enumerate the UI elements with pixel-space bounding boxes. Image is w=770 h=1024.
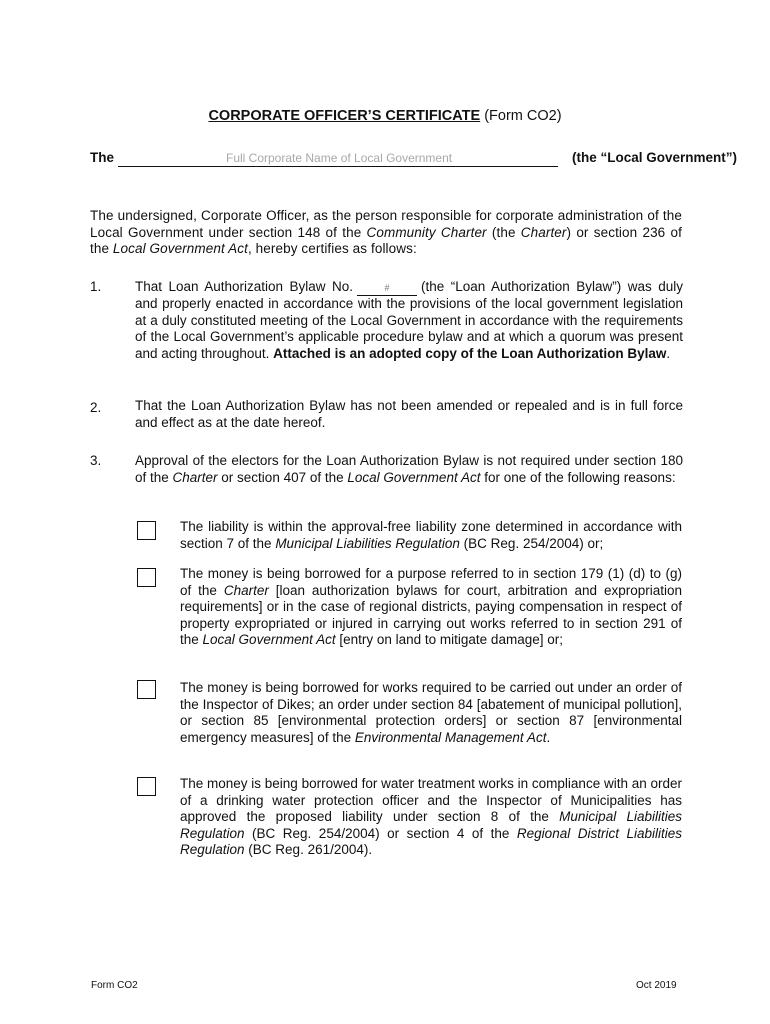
option-1-checkbox[interactable]: [137, 521, 156, 540]
government-suffix: (the “Local Government”): [572, 150, 738, 165]
option-4-italic-2: Regional District Liabilities Regulation: [180, 825, 682, 857]
item-1-number: 1.: [90, 279, 102, 294]
option-2-checkbox[interactable]: [137, 568, 156, 587]
option-2-italic-2: Local Government Act: [202, 632, 336, 647]
item-1-bold: Attached is an adopted copy of the Loan Authorization Bylaw: [273, 345, 667, 361]
option-3-italic: Environmental Management Act: [354, 729, 547, 745]
item-2-number: 2.: [90, 400, 102, 415]
item-3-charter: Charter: [172, 469, 218, 485]
intro-text-3: ) or section 236 of the: [90, 224, 682, 256]
intro-community-charter: Community Charter: [366, 224, 487, 240]
option-1-text: [180, 519, 682, 552]
option-4-text-c: (BC Reg. 261/2004).: [244, 842, 373, 857]
option-4-text-a: The money is being borrowed for water treatment works in compliance with an order of a drinking water protection officer and the Inspector of Municipalities has approved the proposed liability under section 8 of the: [180, 776, 682, 824]
option-4-text: [180, 776, 682, 859]
option-3-text-b: .: [546, 729, 551, 745]
footer-form-label: Form CO2: [91, 980, 138, 991]
item-3-text-c: for one of the following reasons:: [480, 469, 676, 485]
item-1-text-b: (the “Loan Authorization Bylaw”) was duly and properly enacted in accordance with the provisions of the local government legislation at a duly constituted meeting of the Local Government in accordance with the requirements of the Local Government’s applicable procedure bylaw and at which a quorum was present and acting throughout.: [135, 279, 683, 361]
title-form: (Form CO2): [484, 108, 562, 124]
intro-paragraph: [90, 208, 682, 258]
item-3-text-b: or section 407 of the: [217, 469, 348, 485]
government-prefix: The: [90, 150, 115, 165]
item-1-text-a: That Loan Authorization Bylaw No.: [135, 279, 354, 294]
option-2-italic-1: Charter: [223, 582, 269, 598]
option-3-checkbox[interactable]: [137, 680, 156, 699]
intro-text-1: The undersigned, Corporate Officer, as the person responsible for corporate administration of the Local Government under section 148 of the: [90, 208, 682, 240]
page-title: [0, 108, 770, 124]
intro-lga: Local Government Act: [112, 241, 248, 256]
option-1-text-a: The liability is within the approval-free liability zone determined in accordance with section 7 of the: [180, 519, 682, 551]
intro-text-2: (the: [486, 224, 521, 240]
option-4-checkbox[interactable]: [137, 777, 156, 796]
bylaw-number-field[interactable]: [357, 281, 417, 296]
option-2-text-c: [entry on land to mitigate damage] or;: [335, 632, 563, 647]
item-3-number: 3.: [90, 453, 102, 468]
option-1-italic: Municipal Liabilities Regulation: [275, 535, 460, 551]
option-2-text: [180, 566, 682, 649]
option-4-italic-1: Municipal Liabilities Regulation: [180, 809, 682, 841]
option-2-text-a: The money is being borrowed for a purpose referred to in section 179 (1) (d) to (g) of the: [180, 566, 682, 598]
government-name-field[interactable]: [118, 150, 558, 167]
item-3-lga: Local Government Act: [347, 469, 481, 485]
item-2-body: That the Loan Authorization Bylaw has not been amended or repealed and is in full force and effect as at the date hereof.: [135, 398, 683, 430]
option-3-text-a: The money is being borrowed for works required to be carried out under an order of the Inspector of Dikes; an order under section 84 [abatement of municipal pollution], or section 85 [environmental protection orders] or section 87 [environmental emergency measures] of the: [180, 680, 682, 745]
option-3-text: [180, 680, 682, 746]
option-4-text-b: (BC Reg. 254/2004) or section 4 of the: [244, 825, 517, 841]
item-3-body: [135, 453, 683, 486]
title-main: CORPORATE OFFICER’S CERTIFICATE: [208, 108, 481, 124]
intro-charter: Charter: [520, 224, 567, 240]
intro-text-4: , hereby certifies as follows:: [247, 241, 417, 256]
item-1-end: .: [666, 345, 671, 361]
item-3-text-a: Approval of the electors for the Loan Authorization Bylaw is not required under section 180 of the: [135, 453, 683, 485]
item-1-body: [135, 279, 683, 362]
option-2-text-b: [loan authorization bylaws for court, arbitration and expropriation requirements] or in the case of regional districts, paying compensation in respect of property expropriated or injured in carrying out works referred to in section 291 of the: [180, 582, 682, 647]
option-1-text-b: (BC Reg. 254/2004) or;: [459, 535, 604, 551]
footer-date: Oct 2019: [636, 980, 677, 991]
